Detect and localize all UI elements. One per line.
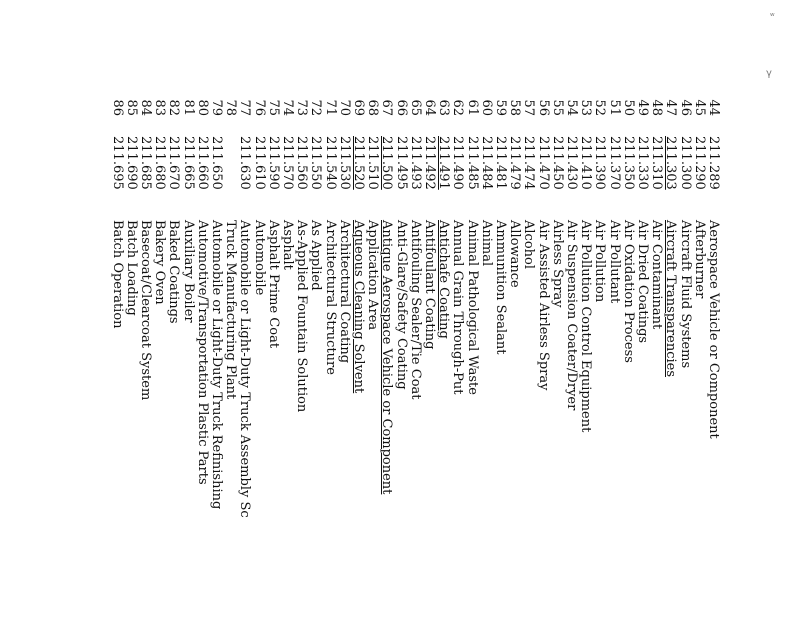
line-number: 66: [393, 99, 409, 116]
section-number: 211.479: [507, 136, 523, 190]
defined-term: Architectural Coating: [336, 220, 352, 364]
line-number: 74: [280, 99, 295, 116]
defined-term: Annual Grain Through-Put: [450, 220, 466, 395]
defined-term: Air Assisted Airless Spray: [535, 220, 551, 391]
section-number: 211.550: [308, 136, 324, 190]
defined-term: Automobile or Light-Duty Truck Refinishing: [209, 220, 224, 510]
defined-term: Anti-Glare/Safety Coating: [393, 220, 409, 390]
defined-term: Aircraft Transparencies: [663, 220, 679, 378]
defined-term: Asphalt: [280, 220, 295, 270]
defined-term: As Applied: [308, 220, 324, 291]
section-number: 211.570: [280, 136, 295, 190]
line-number: 49: [635, 99, 650, 116]
defined-term: Aerospace Vehicle or Component: [706, 220, 721, 439]
section-number: 211.610: [251, 136, 267, 190]
section-number: 211.665: [180, 136, 196, 190]
defined-term: Batch Operation: [109, 220, 125, 329]
section-number: 211.560: [294, 136, 310, 190]
section-number: 211.493: [407, 136, 423, 190]
line-number: 60: [478, 99, 494, 116]
section-number: 211.660: [194, 136, 210, 190]
section-number: 211.695: [109, 136, 125, 190]
defined-term: Antifoulant Coating: [422, 220, 437, 350]
defined-term: Automobile or Light-Duty Truck Assembly Sc: [237, 220, 253, 518]
defined-term: Air Suspension Coater/Dryer: [564, 220, 579, 411]
section-number: 211.350: [620, 136, 636, 190]
line-number: 53: [578, 99, 594, 116]
line-number: 85: [123, 99, 139, 116]
section-number: 211.470: [535, 136, 551, 190]
section-number: 211.390: [592, 136, 608, 190]
line-number: 75: [265, 99, 281, 116]
section-number: 211.330: [635, 136, 650, 190]
section-number: 211.290: [691, 136, 707, 190]
line-number: 52: [592, 99, 608, 116]
defined-term: Automotive/Transportation Plastic Parts: [194, 220, 210, 485]
defined-term: Antichafe Coating: [436, 220, 452, 339]
section-number: 211.680: [152, 136, 168, 190]
scan-speck-mark: γ: [766, 68, 772, 79]
section-number: 211.430: [564, 136, 579, 190]
section-number: 211.484: [478, 136, 494, 190]
section-number: 211.300: [677, 136, 693, 190]
defined-term: Basecoat/Clearcoat System: [138, 220, 153, 401]
defined-term: Aqueous Cleaning Solvent: [351, 220, 366, 394]
line-number: 71: [322, 99, 338, 116]
line-number: 61: [464, 99, 480, 116]
defined-term: Antique Aerospace Vehicle or Component: [379, 220, 395, 495]
defined-term: Air Dried Coatings: [635, 220, 650, 344]
section-number: 211.491: [436, 136, 452, 190]
defined-term: Automobile: [251, 220, 267, 296]
section-number: 211.510: [365, 136, 381, 190]
line-number: 56: [535, 99, 551, 116]
line-number: 45: [691, 99, 707, 116]
defined-term: Baked Coatings: [166, 220, 182, 324]
section-number: 211.450: [549, 136, 565, 190]
section-number: 211.485: [464, 136, 480, 190]
line-number: 76: [251, 99, 267, 116]
defined-term: Afterburner: [691, 220, 707, 299]
section-number: 211.670: [166, 136, 182, 190]
line-number: 51: [606, 99, 622, 116]
line-number: 83: [152, 99, 168, 116]
section-number: 211.474: [521, 136, 537, 190]
line-number: 84: [138, 99, 153, 116]
line-number: 81: [180, 99, 196, 116]
defined-term: Allowance: [507, 220, 523, 288]
defined-term: Alcohol: [521, 220, 537, 270]
section-number: 211.650: [209, 136, 224, 190]
line-number: 64: [422, 99, 437, 116]
section-number: 211.492: [422, 136, 437, 190]
line-number: 57: [521, 99, 537, 116]
defined-term: Antifouling Sealer/Tie Coat: [407, 220, 423, 400]
line-number: 65: [407, 99, 423, 116]
section-number: 211.490: [450, 136, 466, 190]
defined-term: Architectural Structure: [322, 220, 338, 375]
section-number: 211.310: [649, 136, 665, 190]
section-number: 211.685: [138, 136, 153, 190]
line-number: 69: [351, 99, 366, 116]
defined-term: Air Pollution: [592, 220, 608, 303]
line-number: 58: [507, 99, 523, 116]
section-number: 211.289: [706, 136, 721, 190]
line-number: 68: [365, 99, 381, 116]
section-number: 211.481: [493, 136, 508, 190]
defined-term: Bakery Oven: [152, 220, 168, 305]
line-number: 72: [308, 99, 324, 116]
defined-term: Truck Manufacturing Plant: [223, 220, 239, 400]
line-number: 55: [549, 99, 565, 116]
defined-term: Auxiliary Boiler: [180, 220, 196, 323]
defined-term: Air Oxidation Process: [620, 220, 636, 363]
section-number: 211.540: [322, 136, 338, 190]
defined-term: Airless Spray: [549, 220, 565, 308]
defined-term: Batch Loading: [123, 220, 139, 316]
defined-term: Air Pollutant: [606, 220, 622, 304]
line-number: 62: [450, 99, 466, 116]
line-number: 46: [677, 99, 693, 116]
defined-term: Ammunition Sealant: [493, 220, 508, 355]
line-number: 79: [209, 99, 224, 116]
line-number: 78: [223, 99, 239, 116]
line-number: 59: [493, 99, 508, 116]
line-number: 50: [620, 99, 636, 116]
scan-speck-mark: ʷ: [770, 12, 775, 22]
line-number: 67: [379, 99, 395, 116]
line-number: 70: [336, 99, 352, 116]
line-number: 44: [706, 99, 721, 116]
line-number: 54: [564, 99, 579, 116]
line-number: 77: [237, 99, 253, 116]
line-number: 73: [294, 99, 310, 116]
defined-term: Air Pollution Control Equipment: [578, 220, 594, 433]
section-number: 211.410: [578, 136, 594, 190]
section-number: 211.495: [393, 136, 409, 190]
section-number: 211.520: [351, 136, 366, 190]
section-number: 211.530: [336, 136, 352, 190]
line-number: 47: [663, 99, 679, 116]
defined-term: Asphalt Prime Coat: [265, 220, 281, 349]
line-number: 48: [649, 99, 665, 116]
defined-term: Animal Pathological Waste: [464, 220, 480, 395]
line-number: 63: [436, 99, 452, 116]
section-number: 211.303: [663, 136, 679, 190]
defined-term: Animal: [478, 220, 494, 267]
defined-term: Air Contaminant: [649, 220, 665, 330]
defined-term: Application Area: [365, 220, 381, 331]
section-number: 211.590: [265, 136, 281, 190]
defined-term: As-Applied Fountain Solution: [294, 220, 310, 413]
line-number: 80: [194, 99, 210, 116]
section-number: 211.370: [606, 136, 622, 190]
section-number: 211.500: [379, 136, 395, 190]
line-number: 82: [166, 99, 182, 116]
line-number: 86: [109, 99, 125, 116]
rotated-definitions-list: [100, 90, 720, 630]
defined-term: Aircraft Fluid Systems: [677, 220, 693, 369]
section-number: 211.630: [237, 136, 253, 190]
section-number: 211.690: [123, 136, 139, 190]
